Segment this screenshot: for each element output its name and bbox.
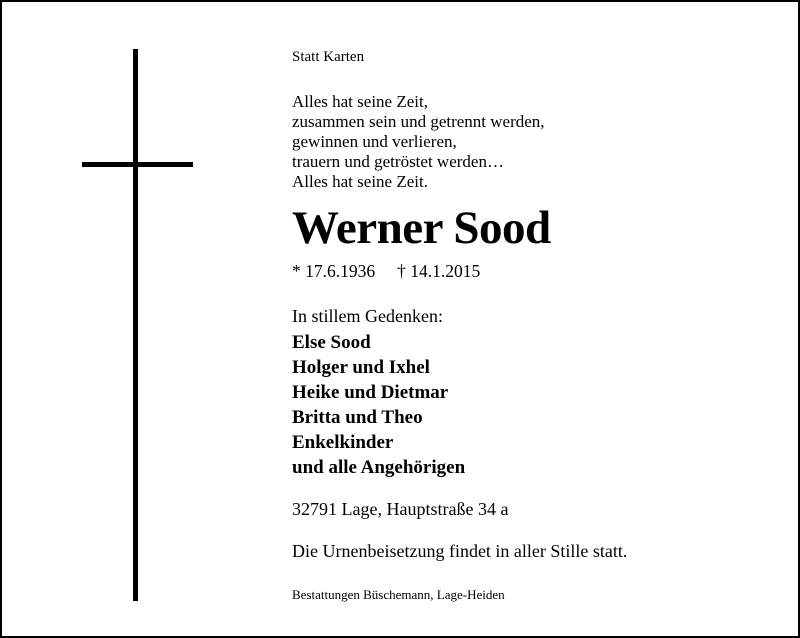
verse-line: Alles hat seine Zeit, [292,92,428,111]
verse-line: Alles hat seine Zeit. [292,172,428,191]
burial-note: Die Urnenbeisetzung findet in aller Stille statt. [292,541,628,561]
death-date: † 14.1.2015 [397,261,481,281]
life-dates [292,261,480,282]
cross-icon-horizontal-beam [82,162,193,167]
verse-line: trauern und getröstet werden… [292,152,504,171]
undertaker: Bestattungen Büschemann, Lage-Heiden [292,587,505,602]
mourner-name: und alle Angehörigen [292,457,466,478]
deceased-name: Werner Sood [292,202,551,254]
verse-line: zusammen sein und getrennt werden, [292,112,545,131]
birth-date: * 17.6.1936 [292,261,376,281]
mourner-name: Britta und Theo [292,407,423,428]
address: 32791 Lage, Hauptstraße 34 a [292,499,509,519]
mourners-intro: In stillem Gedenken: [292,306,443,326]
mourner-name: Heike und Dietmar [292,382,449,403]
cross-icon-vertical-beam [133,49,138,601]
verse-line: gewinnen und verlieren, [292,132,457,151]
header-text: Statt Karten [292,49,365,65]
mourner-name: Holger und Ixhel [292,357,430,378]
mourner-name: Else Sood [292,332,371,353]
mourner-name: Enkelkinder [292,432,394,453]
